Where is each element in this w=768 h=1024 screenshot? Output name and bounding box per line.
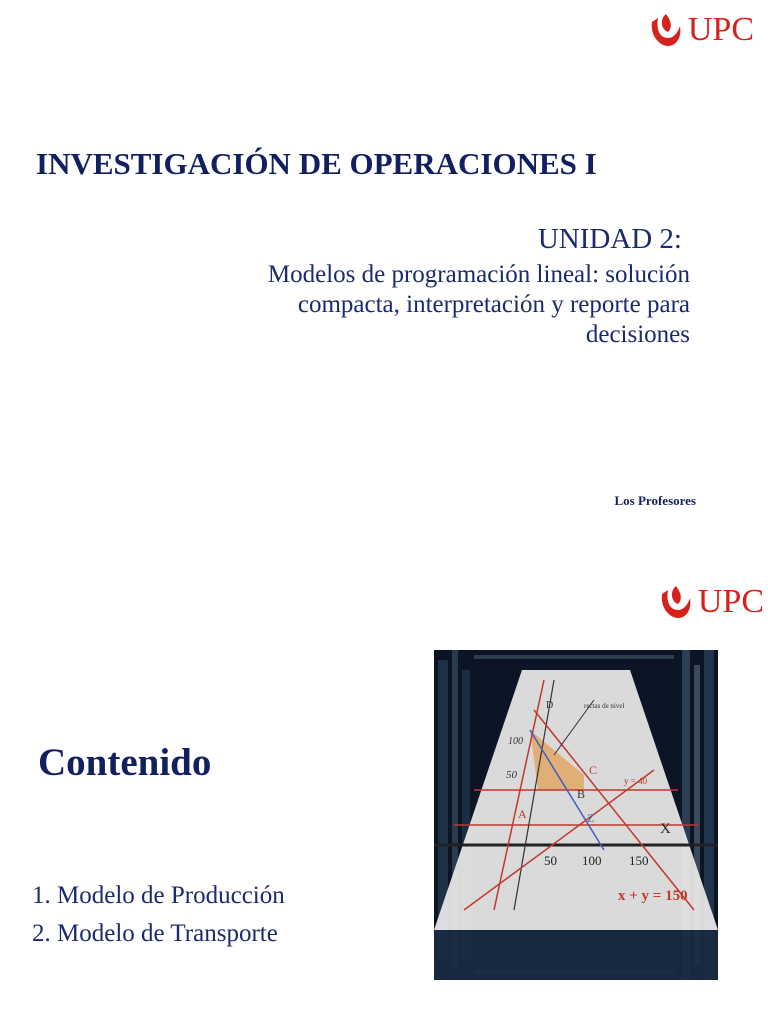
point-label: B — [577, 787, 586, 801]
course-title: INVESTIGACIÓN DE OPERACIONES I — [36, 146, 597, 181]
line-label: y = 40 — [624, 776, 648, 786]
annotation: rectas de nivel — [584, 702, 625, 710]
y-tick: 50 — [506, 769, 517, 781]
upc-flame-icon — [656, 582, 696, 622]
point-label: Z — [587, 811, 595, 825]
list-item: 2. Modelo de Transporte — [32, 920, 278, 947]
upc-logo-text: UPC — [697, 583, 764, 620]
authors: Los Profesores — [614, 493, 696, 508]
contents-heading: Contenido — [38, 741, 212, 784]
unit-label: UNIDAD 2: — [537, 223, 682, 255]
upc-logo — [646, 10, 754, 50]
contents-list — [32, 877, 285, 953]
upc-flame-icon — [646, 10, 686, 50]
subtitle-line: Modelos de programación lineal: solución — [267, 261, 690, 288]
point-label: D — [546, 700, 554, 711]
axis-label: X — [660, 821, 671, 837]
subtitle-line: decisiones — [585, 321, 690, 348]
linear-programming-graphic — [434, 650, 718, 980]
x-tick: 100 — [582, 853, 602, 868]
upc-logo-text: UPC — [687, 11, 754, 48]
point-label: A — [518, 807, 527, 821]
list-item: 1. Modelo de Producción — [32, 882, 285, 909]
equation-label: x + y = 150 — [618, 888, 688, 904]
upc-logo — [656, 582, 764, 622]
contents-slide — [0, 560, 768, 1024]
y-tick: 100 — [508, 736, 523, 747]
x-tick: 50 — [544, 853, 557, 868]
unit-subtitle — [150, 260, 690, 350]
point-label: C — [589, 763, 598, 777]
subtitle-line: compacta, interpretación y reporte para — [297, 291, 690, 318]
x-tick: 150 — [629, 853, 649, 868]
